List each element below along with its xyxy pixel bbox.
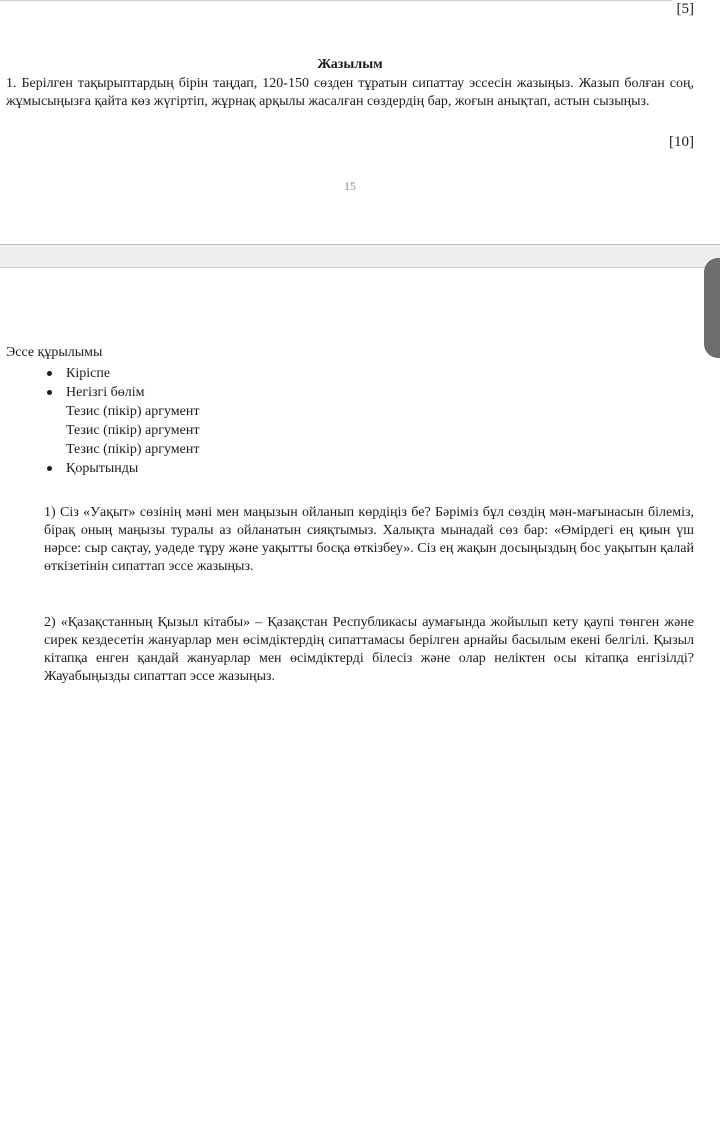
structure-item-conclusion: Қорытынды: [44, 459, 200, 478]
essay-structure-list: [44, 364, 200, 478]
essay-prompt-2: 2) «Қазақстанның Қызыл кітабы» – Қазақстан Республикасы аумағында жойылып кету қаупі төнген және сирек кездесетін жануарлар мен өсімдіктердің сипаттамасы берілген арнайы басылым екені белгілі. Қызыл кітапқа енген қандай жануарлар мен өсімдіктерді білесіз және олар неліктен осы кітапқа енгізілді? Жауабыңызды сипаттап эссе жазыңыз.: [44, 615, 694, 684]
structure-subitem: Тезис (пікір) аргумент: [66, 423, 200, 438]
essay-prompt-1: 1) Сіз «Уақыт» сөзінің мәні мен маңызын ойланып көрдіңіз бе? Бәріміз бұл сөздің мән-мағынасын білеміз, бірақ оның маңызы туралы аз ойланатын сияқтымыз. Халықта мынадай сөз бар: «Өмірдегі ең қиын үш нәрсе: сыр сақтау, уәдеде тұру және уақытты босқа өткізбеу». Сіз ең жақын досыңыздың бос уақытын қалай өткізетінін сипаттап эссе жазыңыз.: [44, 505, 694, 574]
page-top-border: [0, 0, 672, 1]
structure-item-body: Негізгі бөлім: [44, 383, 200, 402]
section-title: Жазылым: [317, 57, 383, 72]
marks-label-top: [5]: [676, 1, 694, 17]
task-instruction: 1. Берілген тақырыптардың бірін таңдап, 120-150 сөзден тұратын сипаттау эссесін жазыңыз. Жазып болған соң, жұмысыңызға қайта көз жүгіртіп, жұрнақ арқылы жасалған сөздердің бар, жоғын анықтап, астын сызыңыз.: [6, 76, 694, 109]
structure-item-intro: Кіріспе: [44, 364, 200, 383]
structure-subitem: Тезис (пікір) аргумент: [66, 404, 200, 419]
task-marks-label: [10]: [669, 134, 694, 150]
page-number: 15: [344, 179, 356, 193]
structure-subitem: Тезис (пікір) аргумент: [66, 442, 200, 457]
page-separator: [0, 244, 720, 268]
essay-structure-title: Эссе құрылымы: [6, 345, 103, 360]
scroll-side-tab[interactable]: [704, 258, 720, 358]
